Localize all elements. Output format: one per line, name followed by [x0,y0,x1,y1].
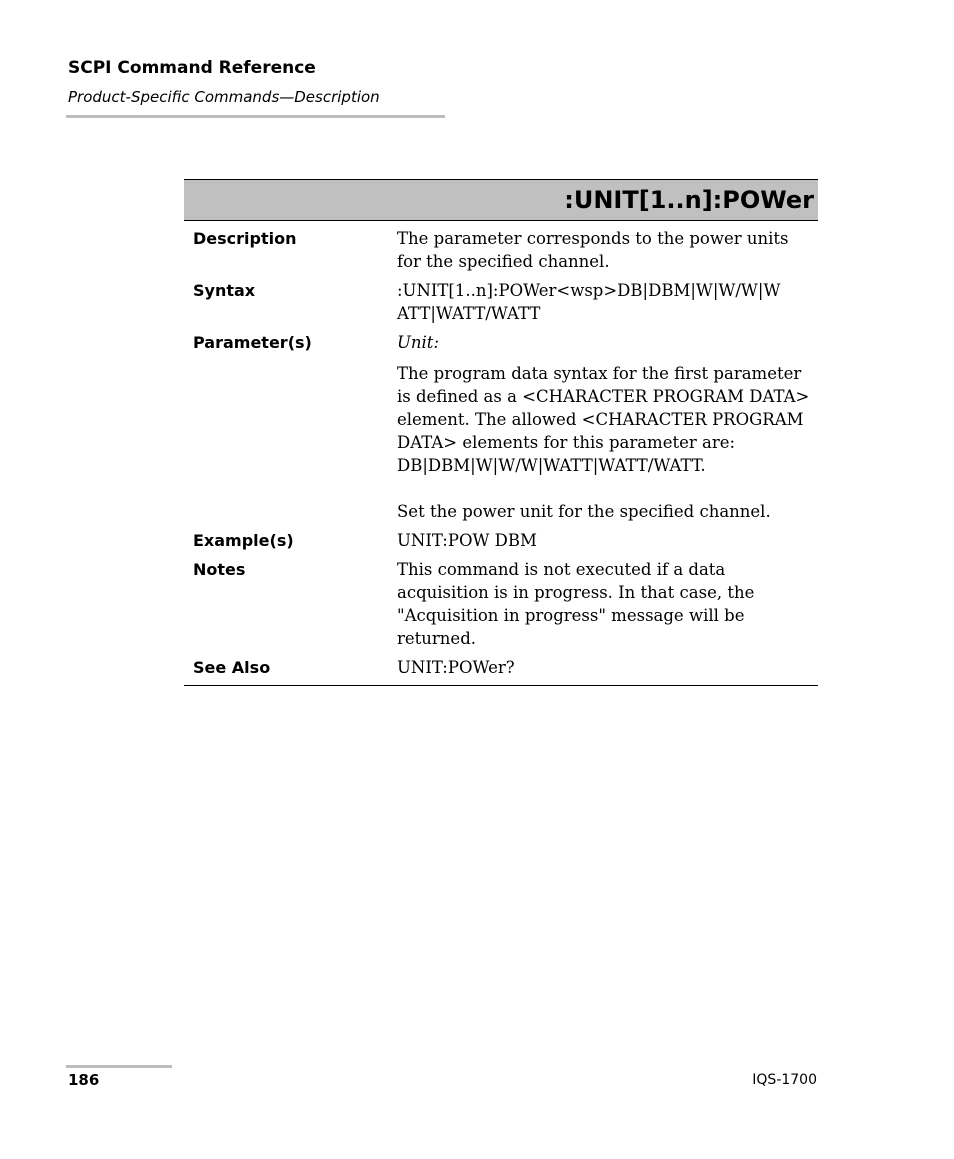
parameters-label: Parameter(s) [193,333,312,352]
parameter-description: The program data syntax for the first parameter is defined as a <CHARACTER PROGRAM DATA> element. The allowed <CHARACTER PROGRAM DATA> elements for this parameter are: DB|DBM|W|W/W|WATT|WATT/WATT. [397,364,810,475]
parameter-note: Set the power unit for the specified channel. [397,502,771,521]
description-value [397,221,818,273]
notes-value [397,552,818,650]
syntax-line-2: ATT|WATT/WATT [397,304,541,323]
example-text: UNIT:POW DBM [397,531,537,550]
running-header-title: SCPI Command Reference [68,58,316,78]
command-table [184,179,818,686]
see-also-label: See Also [193,658,271,677]
see-also-value [397,650,818,679]
parameters-value [397,325,818,523]
parameters-row [184,325,818,523]
notes-text: This command is not executed if a data acquisition is in progress. In that case, the "Acquisition in progress" message will be returned. [397,560,755,648]
running-header-subtitle: Product-Specific Commands—Description [68,88,380,106]
examples-row [184,523,818,552]
header-rule [66,115,445,118]
footer-rule [66,1065,172,1068]
examples-label: Example(s) [193,531,294,550]
page-number: 186 [68,1071,100,1089]
description-text: The parameter corresponds to the power units for the specified channel. [397,229,789,271]
examples-value [397,523,818,552]
command-title: :UNIT[1..n]:POWer [184,179,818,221]
parameter-name: Unit: [397,333,439,352]
syntax-row [184,273,818,325]
see-also-row [184,650,818,685]
product-name: IQS-1700 [752,1072,817,1088]
description-row [184,221,818,273]
syntax-value [397,273,818,325]
syntax-label: Syntax [193,281,256,300]
notes-row [184,552,818,650]
syntax-line-1: :UNIT[1..n]:POWer<wsp>DB|DBM|W|W/W|W [397,281,781,300]
see-also-link[interactable]: UNIT:POWer? [397,658,515,677]
notes-label: Notes [193,560,246,579]
description-label: Description [193,229,297,248]
